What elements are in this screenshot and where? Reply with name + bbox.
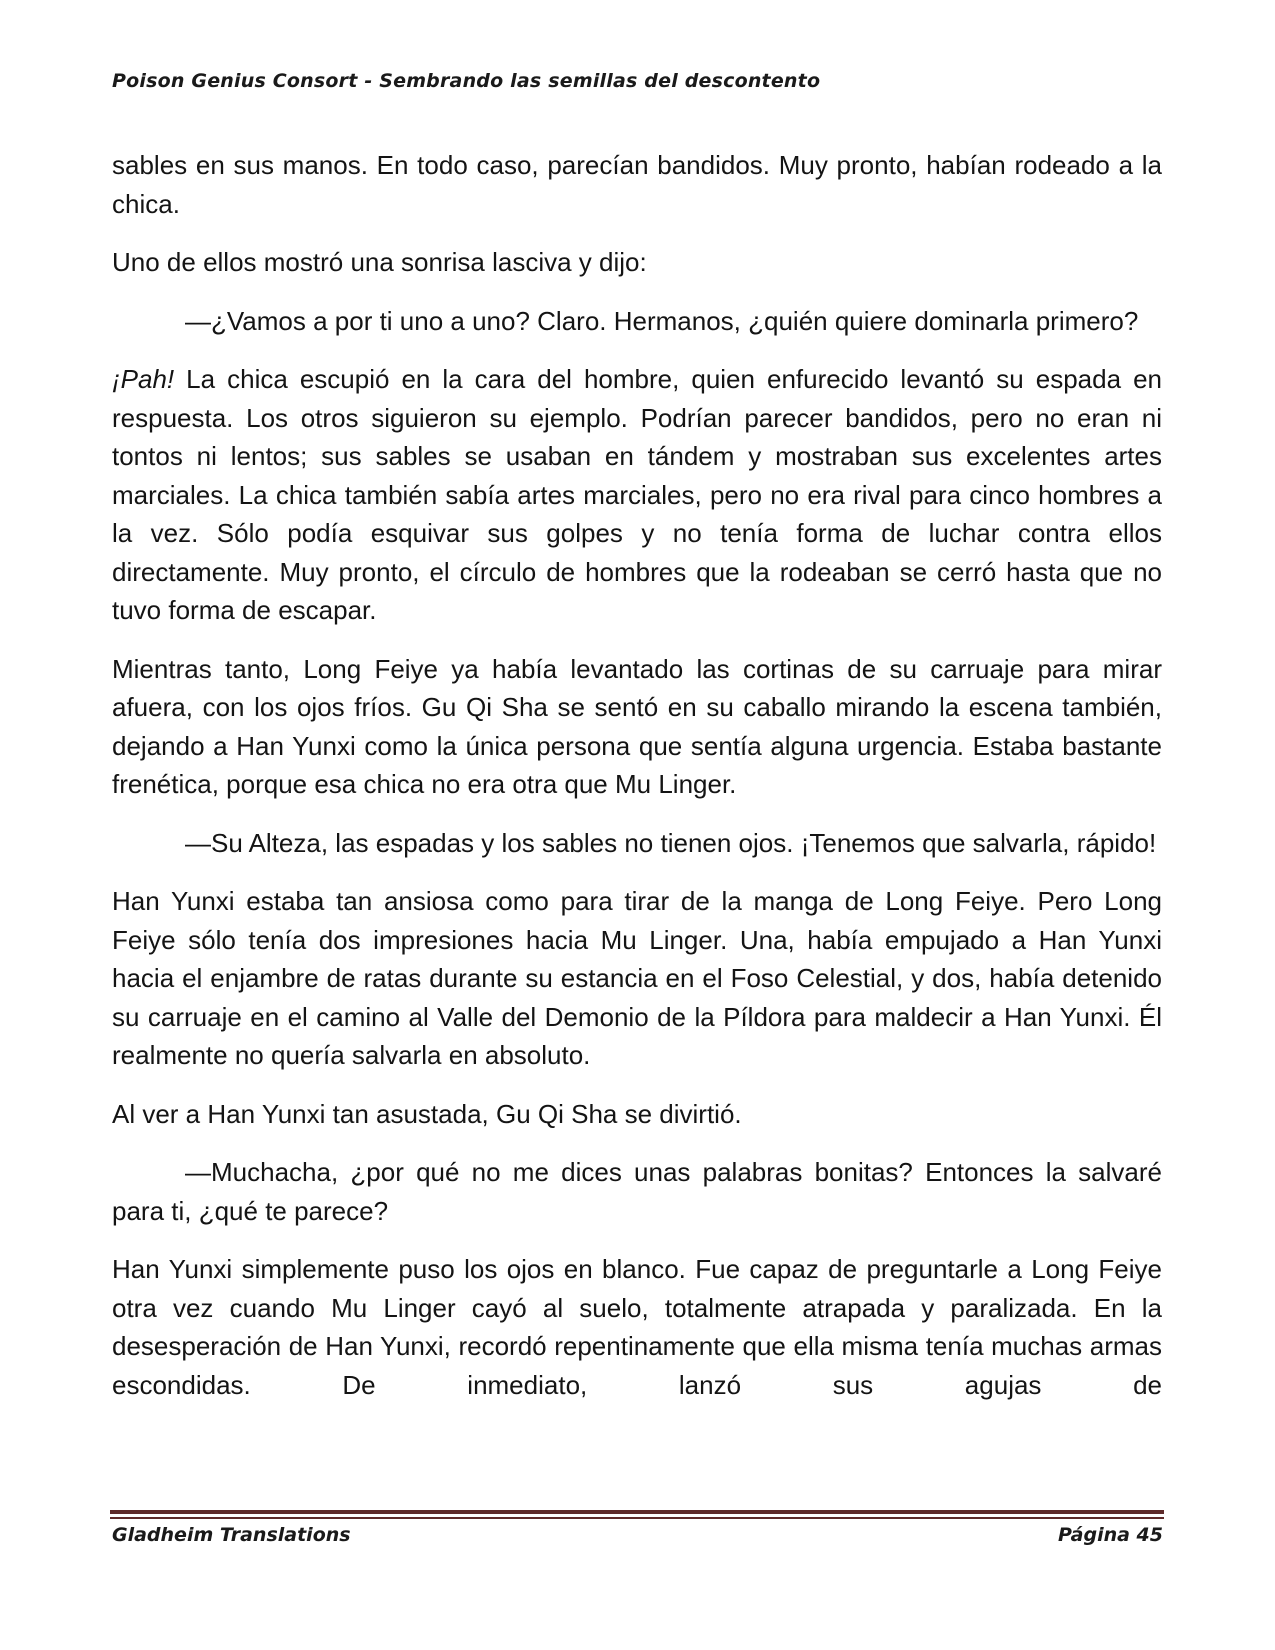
dialogue-paragraph-3: —¿Vamos a por ti uno a uno? Claro. Hermanos, ¿quién quiere dominarla primero? [185, 305, 1139, 336]
footer-rule-thin [110, 1517, 1164, 1519]
paragraph-2: Uno de ellos mostró una sonrisa lasciva y dijo: [112, 247, 647, 277]
running-header: Poison Genius Consort - Sembrando las semillas del descontento [112, 70, 821, 92]
onomatopoeia-pah: ¡Pah! [112, 364, 175, 394]
paragraph-4 [112, 360, 1162, 630]
dialogue-paragraph-6: —Su Alteza, las espadas y los sables no tienen ojos. ¡Tenemos que salvarla, rápido! [185, 827, 1157, 858]
body-text [112, 146, 1162, 1404]
dialogue-paragraph-9: —Muchacha, ¿por qué no me dices unas palabras bonitas? Entonces la salvaré para ti, ¿qué te parece? [112, 1157, 1162, 1226]
paragraph-7: Han Yunxi estaba tan ansiosa como para tirar de la manga de Long Feiye. Pero Long Feiye sólo tenía dos impresiones hacia Mu Linger. Una, había empujado a Han Yunxi hacia el enjambre de ratas durante su estancia en el Foso Celestial, y dos, había detenido su carruaje en el camino al Valle del Demonio de la Píldora para maldecir a Han Yunxi. Él realmente no quería salvarla en absoluto. [112, 886, 1162, 1070]
footer-rule [110, 1510, 1164, 1519]
paragraph-10: Han Yunxi simplemente puso los ojos en blanco. Fue capaz de preguntarle a Long Feiye otra vez cuando Mu Linger cayó al suelo, totalmente atrapada y paralizada. En la desesperación de Han Yunxi, recordó repentinamente que ella misma tenía muchas armas escondidas. De inmediato, lanzó sus agujas de [112, 1254, 1162, 1400]
footer-rule-thick [110, 1510, 1164, 1514]
paragraph-1: sables en sus manos. En todo caso, parecían bandidos. Muy pronto, habían rodeado a la chica. [112, 150, 1162, 219]
footer-publisher: Gladheim Translations [112, 1524, 351, 1546]
footer-page-number: Página 45 [1057, 1524, 1163, 1546]
paragraph-4-text: La chica escupió en la cara del hombre, quien enfurecido levantó su espada en respuesta. Los otros siguieron su ejemplo. Podrían parecer bandidos, pero no eran ni tontos ni lentos; sus sables se usaban en tándem y mostraban sus excelentes artes marciales. La chica también sabía artes marciales, pero no era rival para cinco hombres a la vez. Sólo podía esquivar sus golpes y no tenía forma de luchar contra ellos directamente. Muy pronto, el círculo de hombres que la rodeaban se cerró hasta que no tuvo forma de escapar. [112, 364, 1162, 625]
paragraph-5: Mientras tanto, Long Feiye ya había levantado las cortinas de su carruaje para mirar afuera, con los ojos fríos. Gu Qi Sha se sentó en su caballo mirando la escena también, dejando a Han Yunxi como la única persona que sentía alguna urgencia. Estaba bastante frenética, porque esa chica no era otra que Mu Linger. [112, 653, 1162, 799]
paragraph-8: Al ver a Han Yunxi tan asustada, Gu Qi Sha se divirtió. [112, 1098, 742, 1129]
